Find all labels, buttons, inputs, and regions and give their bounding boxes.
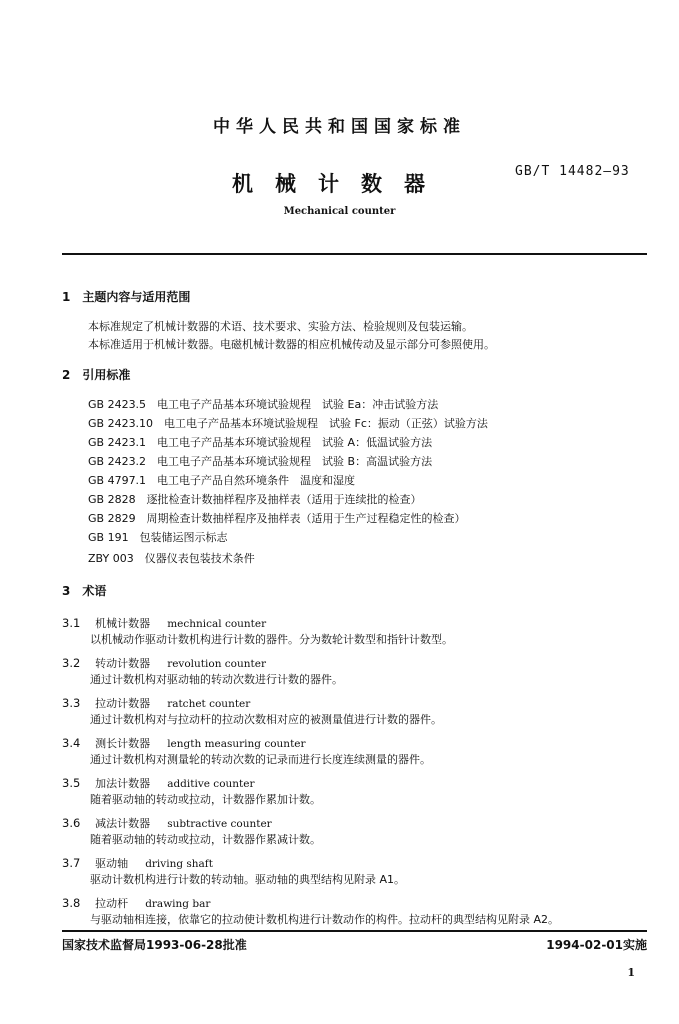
reference-item: GB 2828 逐批检查计数抽样程序及抽样表（适用于连续批的检查） [88,493,422,506]
term-definition: 通过计数机构对测量轮的转动次数的记录而进行长度连续测量的器件。 [90,753,431,766]
term-number: 3.2 [62,656,81,670]
term-definition: 与驱动轴相连接，依靠它的拉动使计数机构进行计数动作的构件。拉动杆的典型结构见附录 A2。 [90,913,560,926]
standard-category: 中华人民共和国国家标准 [213,117,466,137]
term-name-en: mechnical counter [167,618,267,630]
reference-item: ZBY 003 仪器仪表包装技术条件 [88,552,255,565]
term-entry [62,612,266,631]
reference-item: GB 4797.1 电工电子产品自然环境条件 温度和湿度 [88,474,356,487]
term-name-en: drawing bar [145,898,211,910]
term-entry [62,652,266,671]
term-number: 3.1 [62,616,81,630]
term-definition: 随着驱动轴的转动或拉动，计数器作累加计数。 [90,793,321,806]
term-entry [62,852,213,871]
footer-rule [62,930,647,932]
term-entry [62,812,272,831]
reference-item: GB 2423.5 电工电子产品基本环境试验规程 试验 Ea：冲击试验方法 [88,398,439,411]
term-name-cn: 减法计数器 [95,817,151,830]
section-2-heading: 2 引用标准 [62,368,131,382]
term-number: 3.6 [62,816,81,830]
term-name-en: driving shaft [145,858,213,870]
term-number: 3.5 [62,776,81,790]
term-entry [62,892,210,911]
term-name-cn: 加法计数器 [95,777,151,790]
term-name-en: ratchet counter [167,698,251,710]
reference-item: GB 191 包装储运图示标志 [88,531,228,544]
term-number: 3.7 [62,856,81,870]
reference-item: GB 2423.1 电工电子产品基本环境试验规程 试验 A：低温试验方法 [88,436,433,449]
term-name-cn: 拉动杆 [95,897,129,910]
section-1-heading: 1 主题内容与适用范围 [62,290,191,304]
term-name-en: additive counter [167,778,255,790]
header-rule [62,253,647,255]
term-entry [62,772,255,791]
term-definition: 通过计数机构对与拉动杆的拉动次数相对应的被测量值进行计数的器件。 [90,713,442,726]
standard-number: GB/T 14482—93 [515,164,630,179]
term-number: 3.4 [62,736,81,750]
term-entry [62,732,306,751]
term-name-en: length measuring counter [167,738,306,750]
term-entry [62,692,250,711]
term-name-cn: 拉动计数器 [95,697,151,710]
section-1-paragraph: 本标准规定了机械计数器的术语、技术要求、实验方法、检验规则及包装运输。 [88,320,473,333]
term-name-cn: 驱动轴 [95,857,129,870]
term-name-en: subtractive counter [167,818,272,830]
reference-item: GB 2423.2 电工电子产品基本环境试验规程 试验 B：高温试验方法 [88,455,433,468]
document-title: 机械计数器 [232,172,447,196]
term-definition: 通过计数机构对驱动轴的转动次数进行计数的器件。 [90,673,343,686]
section-1-paragraph: 本标准适用于机械计数器。电磁机械计数器的相应机械传动及显示部分可参照使用。 [88,338,495,351]
term-name-en: revolution counter [167,658,266,670]
document-title-english: Mechanical counter [283,206,396,217]
section-3-heading: 3 术语 [62,584,107,598]
term-number: 3.8 [62,896,81,910]
term-name-cn: 测长计数器 [95,737,151,750]
term-definition: 以机械动作驱动计数机构进行计数的器件。分为数轮计数型和指针计数型。 [90,633,453,646]
term-definition: 随着驱动轴的转动或拉动，计数器作累减计数。 [90,833,321,846]
approval-date: 国家技术监督局1993-06-28批准 [62,938,247,952]
term-definition: 驱动计数机构进行计数的转动轴。驱动轴的典型结构见附录 A1。 [90,873,406,886]
term-name-cn: 机械计数器 [95,617,151,630]
reference-item: GB 2829 周期检查计数抽样程序及抽样表（适用于生产过程稳定性的检查） [88,512,466,525]
reference-item: GB 2423.10 电工电子产品基本环境试验规程 试验 Fc：振动（正弦）试验方法 [88,417,488,430]
term-number: 3.3 [62,696,81,710]
term-name-cn: 转动计数器 [95,657,151,670]
implementation-date: 1994-02-01实施 [546,938,647,952]
page-number: 1 [627,966,635,979]
